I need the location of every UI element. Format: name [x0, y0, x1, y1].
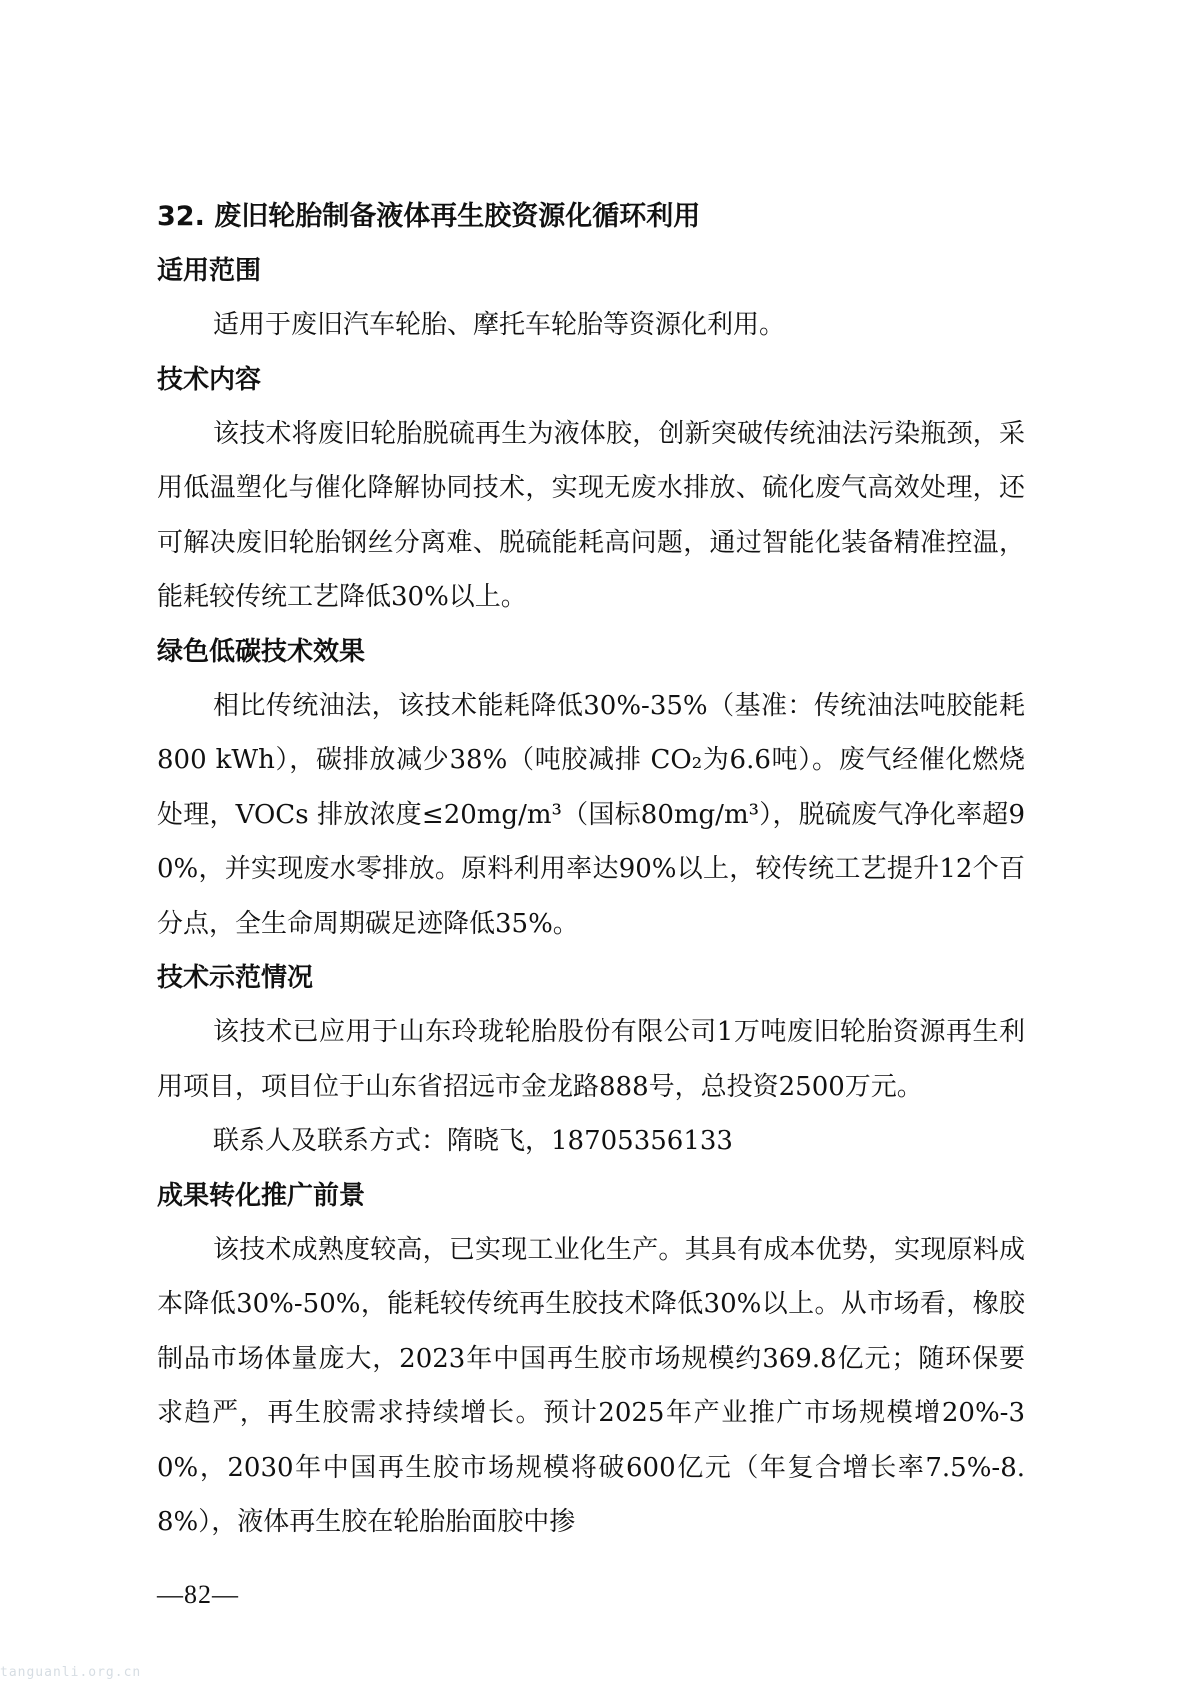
document-title: 32. 废旧轮胎制备液体再生胶资源化循环利用 — [157, 201, 701, 232]
page-number: —82— — [157, 1580, 239, 1609]
section-demonstration — [157, 951, 1025, 1169]
section-heading-prospects: 成果转化推广前景 — [157, 1180, 366, 1211]
section-technology — [157, 353, 1025, 625]
section-heading-scope: 适用范围 — [157, 256, 262, 286]
section-paragraph: 该技术已应用于山东玲珑轮胎股份有限公司1万吨废旧轮胎资源再生利用项目，项目位于山东省招远市金龙路888号，总投资2500万元。 — [157, 1017, 1025, 1102]
document-body — [157, 190, 1025, 1550]
section-green-effect — [157, 625, 1025, 952]
contact-paragraph: 联系人及联系方式：隋晓飞，18705356133 — [213, 1126, 733, 1156]
section-paragraph: 相比传统油法，该技术能耗降低30%-35%（基准：传统油法吨胶能耗800 kWh），碳排放减少38%（吨胶减排 CO₂为6.6吨）。废气经催化燃烧处理，VOCs 排放浓度≤20mg/m³（国标80mg/m³），脱硫废气净化率超90%，并实现废水零排放。原料利用率达90%以上，较传统工艺提升12个百分点，全生命周期碳足迹降低35%。 — [157, 690, 1025, 939]
section-paragraph: 适用于废旧汽车轮胎、摩托车轮胎等资源化利用。 — [213, 310, 786, 340]
section-scope — [157, 244, 1025, 353]
section-prospects — [157, 1169, 1025, 1550]
section-heading-demonstration: 技术示范情况 — [157, 963, 314, 993]
section-heading-green-effect: 绿色低碳技术效果 — [157, 636, 366, 667]
watermark: tanguanli.org.cn — [0, 1665, 142, 1680]
section-paragraph: 该技术将废旧轮胎脱硫再生为液体胶，创新突破传统油法污染瓶颈，采用低温塑化与催化降解协同技术，实现无废水排放、硫化废气高效处理，还可解决废旧轮胎钢丝分离难、脱硫能耗高问题，通过智能化装备精准控温，能耗较传统工艺降低30%以上。 — [157, 418, 1025, 612]
section-heading-technology: 技术内容 — [157, 364, 262, 395]
section-paragraph: 该技术成熟度较高，已实现工业化生产。其具有成本优势，实现原料成本降低30%-50%，能耗较传统再生胶技术降低30%以上。从市场看，橡胶制品市场体量庞大，2023年中国再生胶市场规模约369.8亿元；随环保要求趋严，再生胶需求持续增长。预计2025年产业推广市场规模增20%-30%，2030年中国再生胶市场规模将破600亿元（年复合增长率7.5%-8.8%），液体再生胶在轮胎胎面胶中掺 — [157, 1234, 1025, 1537]
